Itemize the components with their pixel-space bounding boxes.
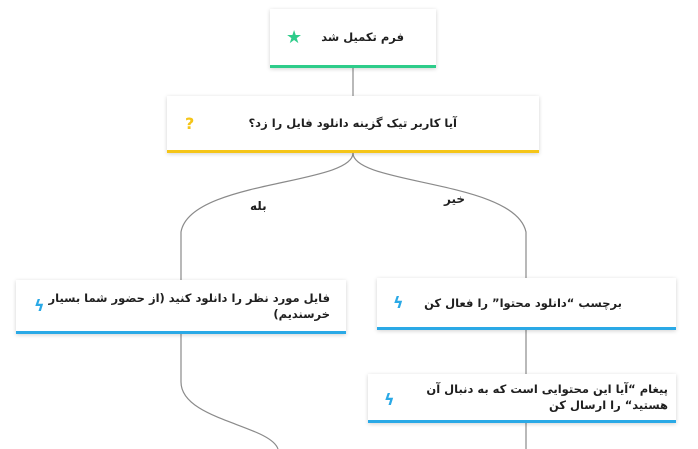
no-action-1-label: برچسب “دانلود محتوا” را فعال کن [424, 295, 622, 310]
lightning-icon: ϟ [393, 293, 404, 312]
connector-condition-yes [181, 153, 353, 280]
trigger-node[interactable] [270, 9, 436, 68]
trigger-label: فرم تکمیل شد [321, 30, 404, 44]
yes-action-node[interactable] [16, 280, 346, 334]
no-action-2-node[interactable] [368, 374, 676, 423]
no-action-2-label: پیغام “آیا این محتوایی است که به دنبال آن هستید“ را ارسال کن [426, 382, 668, 412]
condition-label: آیا کاربر تیک گزینه دانلود فایل را زد؟ [248, 116, 457, 130]
lightning-icon: ϟ [384, 390, 395, 409]
star-icon: ★ [286, 27, 303, 48]
branch-label-no: خیر [444, 192, 466, 206]
yes-action-label: فایل مورد نظر را دانلود کنید (از حضور شما بسیار خرسندیم) [48, 290, 330, 321]
connector-yes-down [181, 334, 278, 449]
lightning-icon: ϟ [34, 296, 45, 315]
condition-node[interactable] [167, 96, 539, 153]
branch-label-yes: بله [250, 199, 267, 213]
no-action-1-node[interactable] [377, 278, 676, 330]
connector-condition-no [353, 153, 526, 278]
question-icon: ? [185, 114, 195, 133]
